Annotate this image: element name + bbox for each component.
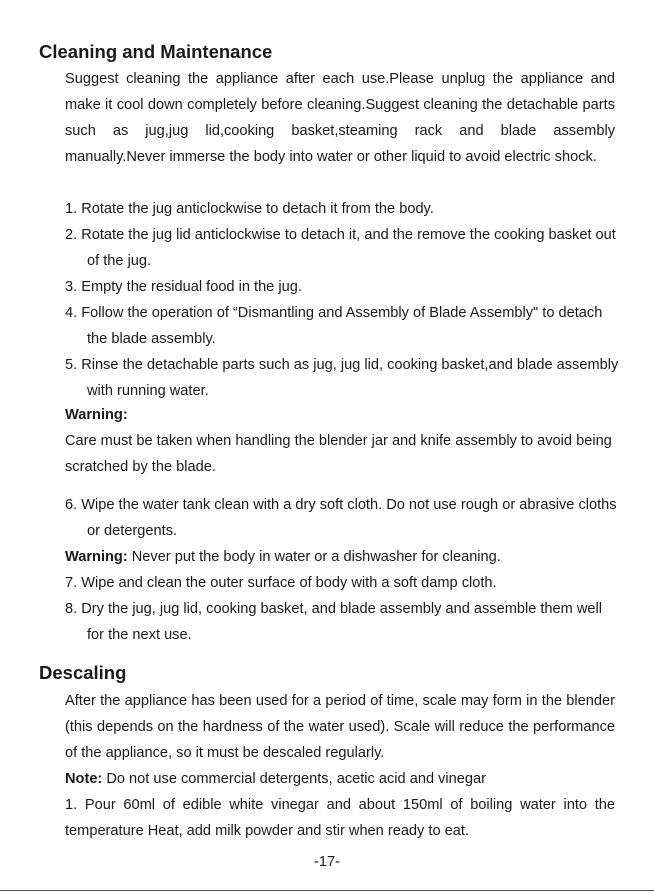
cleaning-step-2: 2. Rotate the jug lid anticlockwise to detach it, and the remove the cooking basket out of the jug.: [65, 227, 616, 269]
warning-2: [65, 544, 615, 570]
descaling-intro: After the appliance has been used for a period of time, scale may form in the blender (this depends on the hardness of the water used). Scale will reduce the performance of the appliance, so it must be descaled regularly.: [65, 693, 615, 761]
warning-1-text: Care must be taken when handling the blender jar and knife assembly to avoid being scratched by the blade.: [65, 433, 612, 475]
page-number: -17-: [314, 854, 340, 870]
cleaning-step-5: 5. Rinse the detachable parts such as jug, jug lid, cooking basket,and blade assembly with running water.: [65, 357, 619, 399]
note-text: Do not use commercial detergents, acetic acid and vinegar: [102, 771, 486, 787]
warning-1-label-text: Warning:: [65, 407, 128, 423]
cleaning-heading: Cleaning and Maintenance: [39, 41, 273, 62]
cleaning-step-3: 3. Empty the residual food in the jug.: [65, 279, 302, 295]
bottom-divider: [0, 890, 654, 891]
cleaning-step-8: 8. Dry the jug, jug lid, cooking basket, and blade assembly and assemble them well for the next use.: [65, 601, 603, 643]
warning-2-label: Warning:: [65, 549, 128, 565]
cleaning-step-1: 1. Rotate the jug anticlockwise to detach it from the body.: [65, 201, 434, 217]
cleaning-step-4: 4. Follow the operation of “Dismantling and Assembly of Blade Assembly" to detach the blade assembly.: [65, 305, 603, 347]
note-label: Note:: [65, 771, 103, 787]
cleaning-step-6: 6. Wipe the water tank clean with a dry soft cloth. Do not use rough or abrasive cloths or detergents.: [65, 497, 617, 539]
cleaning-intro: Suggest cleaning the appliance after each use.Please unplug the appliance and make it cool down completely before cleaning.Suggest cleaning the detachable parts such as jug,jug lid,cooking basket,steaming rack and blade assembly manually.Never immerse the body into water or other liquid to avoid electric shock.: [65, 71, 615, 165]
cleaning-step-7: 7. Wipe and clean the outer surface of body with a soft damp cloth.: [65, 575, 497, 591]
warning-2-text: Never put the body in water or a dishwasher for cleaning.: [127, 549, 501, 565]
descaling-step-1: 1. Pour 60ml of edible white vinegar and about 150ml of boiling water into the temperature Heat, add milk powder and stir when ready to eat.: [65, 797, 615, 839]
warning-1-label: [65, 402, 615, 428]
descaling-note: [65, 766, 615, 792]
descaling-heading: Descaling: [39, 662, 127, 683]
